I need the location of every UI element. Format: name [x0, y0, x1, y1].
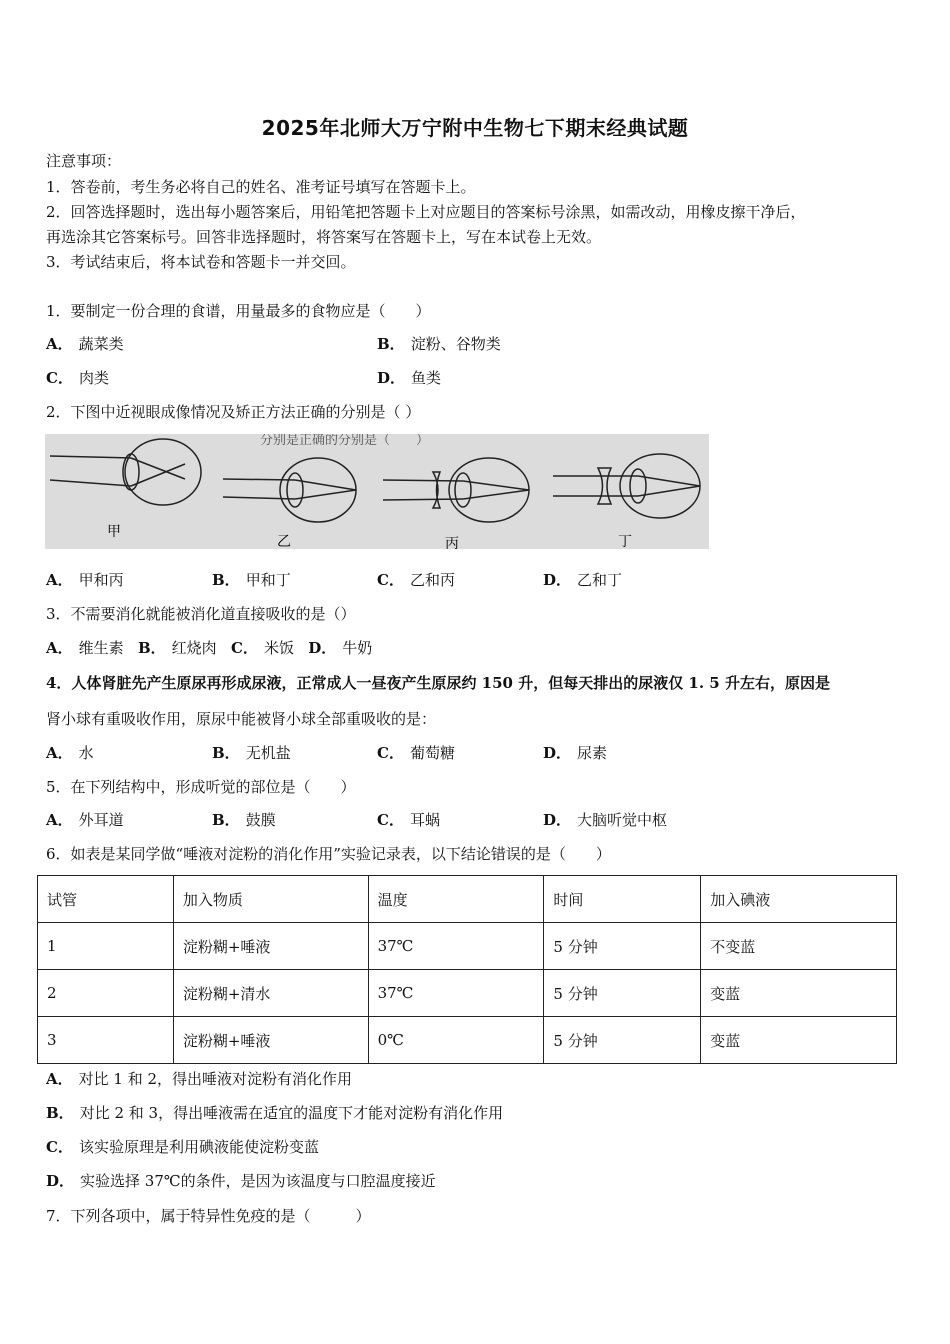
- table-header-cell: 加入物质: [173, 876, 368, 923]
- option-label: D．: [46, 1172, 75, 1190]
- q1-option-b[interactable]: [377, 334, 501, 354]
- table-cell: 2: [38, 970, 174, 1017]
- option-label: D．: [308, 639, 337, 657]
- q4-stem-2: 肾小球有重吸收作用，原尿中能被肾小球全部重吸收的是：: [46, 710, 437, 728]
- q1-option-c[interactable]: [46, 368, 109, 388]
- q1-option-d[interactable]: [377, 368, 441, 388]
- option-text: 米饭: [263, 639, 294, 657]
- eye-jia: [50, 439, 201, 505]
- table-cell: 5 分钟: [544, 1017, 701, 1064]
- option-label: A．: [46, 1070, 73, 1088]
- option-label: B．: [46, 1104, 74, 1122]
- option-label: C．: [377, 571, 404, 589]
- option-text: 实验选择 37℃的条件，是因为该温度与口腔温度接近: [80, 1172, 436, 1190]
- q4-option-b[interactable]: [212, 743, 291, 763]
- option-text: 耳蜗: [409, 811, 440, 829]
- q6-option-b[interactable]: [46, 1103, 503, 1123]
- option-label: D．: [377, 369, 406, 387]
- option-text: 乙和丁: [577, 571, 623, 589]
- q5-option-a[interactable]: [46, 810, 124, 830]
- q2-option-b[interactable]: [212, 570, 291, 590]
- q4-option-a[interactable]: [46, 743, 94, 763]
- option-text: 鼓膜: [245, 811, 276, 829]
- option-text: 牛奶: [342, 639, 373, 657]
- option-text: 外耳道: [78, 811, 124, 829]
- option-label: C．: [377, 744, 404, 762]
- notes-heading: 注意事项：: [46, 152, 122, 170]
- option-label: D．: [543, 811, 572, 829]
- q5-stem: 5．在下列结构中，形成听觉的部位是（ ）: [46, 778, 356, 796]
- note-1: 1．答卷前，考生务必将自己的姓名、准考证号填写在答题卡上。: [46, 178, 476, 196]
- table-row: [38, 923, 897, 970]
- figure-label-ding: 丁: [618, 534, 632, 549]
- q3-stem: 3．不需要消化就能被消化道直接吸收的是（）: [46, 605, 356, 623]
- q2-stem: 2．下图中近视眼成像情况及矫正方法正确的分别是（ ）: [46, 403, 421, 421]
- option-text: 淀粉、谷物类: [410, 335, 501, 353]
- q2-option-a[interactable]: [46, 570, 124, 590]
- table-header-cell: 试管: [38, 876, 174, 923]
- q5-option-b[interactable]: [212, 810, 276, 830]
- q3-option-a[interactable]: [46, 639, 124, 657]
- q3-option-d[interactable]: [308, 639, 372, 657]
- option-text: 葡萄糖: [409, 744, 455, 762]
- table-header-cell: 时间: [544, 876, 701, 923]
- option-label: B．: [212, 571, 240, 589]
- q3-option-c[interactable]: [231, 639, 294, 657]
- eye-yi: [223, 458, 356, 522]
- q4-option-d[interactable]: [543, 743, 607, 763]
- figure-label-jia: 甲: [107, 524, 121, 540]
- q3-option-b[interactable]: [138, 639, 217, 657]
- option-label: A．: [46, 811, 73, 829]
- q2-option-d[interactable]: [543, 570, 622, 590]
- table-cell: 变蓝: [701, 970, 897, 1017]
- experiment-table: [37, 875, 897, 1064]
- q6-option-d[interactable]: [46, 1171, 436, 1191]
- q3-options: [46, 638, 372, 658]
- option-text: 对比 1 和 2，得出唾液对淀粉有消化作用: [78, 1070, 353, 1088]
- table-header-cell: 加入碘液: [701, 876, 897, 923]
- table-cell: 0℃: [368, 1017, 544, 1064]
- option-text: 尿素: [577, 744, 608, 762]
- option-text: 该实验原理是利用碘液能使淀粉变蓝: [78, 1138, 319, 1156]
- figure-label-yi: 乙: [277, 534, 291, 549]
- option-text: 甲和丁: [245, 571, 291, 589]
- table-cell: 3: [38, 1017, 174, 1064]
- eye-bing: [383, 458, 529, 522]
- q7-stem: 7．下列各项中，属于特异性免疫的是（ ）: [46, 1207, 371, 1225]
- option-label: C．: [230, 639, 258, 657]
- option-text: 水: [78, 744, 94, 762]
- q4-option-c[interactable]: [377, 743, 455, 763]
- table-row: [38, 1017, 897, 1064]
- option-text: 大脑听觉中枢: [577, 811, 668, 829]
- q5-option-c[interactable]: [377, 810, 440, 830]
- table-cell: 37℃: [368, 970, 544, 1017]
- note-2b: 再选涂其它答案标号。回答非选择题时，将答案写在答题卡上，写在本试卷上无效。: [46, 228, 602, 246]
- table-cell: 5 分钟: [544, 923, 701, 970]
- eye-diagram: [45, 434, 709, 549]
- table-cell: 1: [38, 923, 174, 970]
- table-cell: 37℃: [368, 923, 544, 970]
- q6-stem: 6．如表是某同学做“唾液对淀粉的消化作用”实验记录表，以下结论错误的是（ ）: [46, 845, 611, 863]
- option-text: 无机盐: [245, 744, 291, 762]
- option-label: B．: [212, 744, 240, 762]
- q1-stem: 1．要制定一份合理的食谱，用量最多的食物应是（ ）: [46, 302, 431, 320]
- table-cell: 淀粉糊+唾液: [173, 1017, 368, 1064]
- figure-label-bing: 丙: [445, 536, 459, 549]
- option-label: A．: [46, 571, 73, 589]
- table-cell: 淀粉糊+唾液: [173, 923, 368, 970]
- option-label: B．: [137, 639, 166, 657]
- option-label: B．: [377, 335, 405, 353]
- table-cell: 变蓝: [701, 1017, 897, 1064]
- q1-option-a[interactable]: [46, 334, 124, 354]
- eye-diagram-figure: [45, 434, 709, 549]
- option-text: 蔬菜类: [78, 335, 124, 353]
- option-label: C．: [46, 369, 73, 387]
- note-2a: 2．回答选择题时，选出每小题答案后，用铅笔把答题卡上对应题目的答案标号涂黑，如需改动，用橡皮擦干净后，: [46, 203, 806, 221]
- table-header-row: [38, 876, 897, 923]
- table-cell: 不变蓝: [701, 923, 897, 970]
- eye-ding: [553, 454, 700, 518]
- option-text: 维生素: [78, 639, 124, 657]
- figure-top-text: 分别是正确的分别是（ ）: [260, 434, 430, 448]
- q5-option-d[interactable]: [543, 810, 667, 830]
- option-text: 甲和丙: [78, 571, 124, 589]
- option-text: 乙和丙: [409, 571, 455, 589]
- option-text: 鱼类: [411, 369, 442, 387]
- q6-option-c[interactable]: [46, 1137, 319, 1157]
- q2-option-c[interactable]: [377, 570, 455, 590]
- table-cell: 5 分钟: [544, 970, 701, 1017]
- table-header-cell: 温度: [368, 876, 544, 923]
- table-row: [38, 970, 897, 1017]
- option-text: 肉类: [78, 369, 109, 387]
- option-label: A．: [46, 335, 73, 353]
- option-label: C．: [46, 1138, 73, 1156]
- note-3: 3．考试结束后，将本试卷和答题卡一并交回。: [46, 253, 356, 271]
- option-text: 对比 2 和 3，得出唾液需在适宜的温度下才能对淀粉有消化作用: [79, 1104, 504, 1122]
- q6-option-a[interactable]: [46, 1069, 352, 1089]
- option-text: 红烧肉: [171, 639, 217, 657]
- option-label: D．: [543, 571, 572, 589]
- option-label: A．: [46, 639, 73, 657]
- option-label: D．: [543, 744, 572, 762]
- option-label: A．: [46, 744, 73, 762]
- table-cell: 淀粉糊+清水: [173, 970, 368, 1017]
- q4-stem-1: 4．人体肾脏先产生原尿再形成尿液，正常成人一昼夜产生原尿约 150 升，但每天排出的尿液仅 1. 5 升左右，原因是: [46, 674, 830, 692]
- page-title: 2025年北师大万宁附中生物七下期末经典试题: [261, 116, 689, 140]
- option-label: B．: [212, 811, 240, 829]
- option-label: C．: [377, 811, 404, 829]
